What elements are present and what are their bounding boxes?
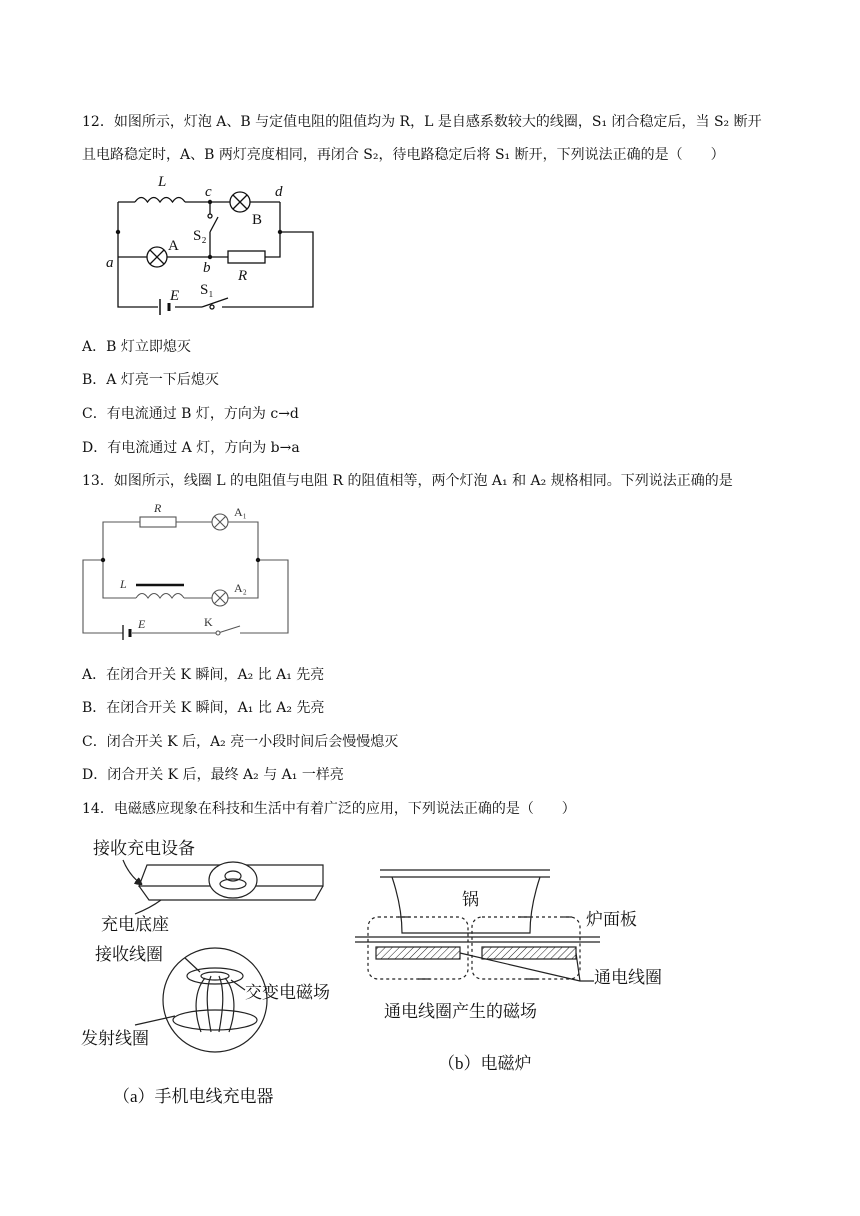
q14b-caption: （b）电磁炉 <box>438 1054 532 1073</box>
q14-figure-a-wireless-charger <box>75 830 345 1110</box>
q12-circuit-diagram <box>80 172 340 322</box>
q12-label-c: c <box>205 184 212 200</box>
q13-label-L: L <box>120 577 127 591</box>
q12-option-a[interactable]: A．B 灯立即熄灭 <box>82 339 191 355</box>
q13-label-A2: A₂ <box>234 581 247 595</box>
q12-label-S1: S₁ <box>200 282 214 298</box>
q14b-label-pot: 锅 <box>462 890 479 909</box>
q13-label-E: E <box>138 617 146 631</box>
q14a-label-receiver: 接收充电设备 <box>93 839 195 858</box>
q13-option-b[interactable]: B．在闭合开关 K 瞬间，A₁ 比 A₂ 先亮 <box>82 700 325 716</box>
q14a-caption: （a）手机电线充电器 <box>113 1087 274 1106</box>
q14b-label-field: 通电线圈产生的磁场 <box>384 1002 537 1021</box>
q14-figure-b-induction-cooker <box>350 855 680 1085</box>
q14b-label-panel: 炉面板 <box>586 910 637 929</box>
q12-label-a: a <box>106 255 114 271</box>
q13-circuit-diagram <box>78 500 298 640</box>
q13-text-line1: 13．如图所示，线圈 L 的电阻值与电阻 R 的阻值相等，两个灯泡 A₁ 和 A₂ 规格相同。下列说法正确的是 <box>82 473 733 489</box>
q12-label-E: E <box>170 288 180 304</box>
q12-label-L: L <box>158 174 167 190</box>
q13-option-a[interactable]: A．在闭合开关 K 瞬间，A₂ 比 A₁ 先亮 <box>82 667 325 683</box>
q13-label-K: K <box>204 615 213 629</box>
q14a-label-base: 充电底座 <box>101 915 169 934</box>
q13-label-R: R <box>154 501 162 515</box>
q14a-label-rx-coil: 接收线圈 <box>95 945 163 964</box>
q12-label-b: b <box>203 260 211 276</box>
q12-option-c[interactable]: C．有电流通过 B 灯，方向为 c→d <box>82 406 299 422</box>
q12-text-line2: 且电路稳定时，A、B 两灯亮度相同，再闭合 S₂，待电路稳定后将 S₁ 断开，下列说法正确的是（ ） <box>82 147 725 163</box>
q12-option-b[interactable]: B．A 灯亮一下后熄灭 <box>82 372 219 388</box>
q12-label-A: A <box>168 238 179 254</box>
q13-label-A1: A₁ <box>234 505 247 519</box>
q14a-label-ac-field: 交变电磁场 <box>245 983 330 1002</box>
q12-label-B: B <box>252 212 263 228</box>
q12-option-d[interactable]: D．有电流通过 A 灯，方向为 b→a <box>82 440 300 456</box>
q12-label-d: d <box>275 184 283 200</box>
q13-option-d[interactable]: D．闭合开关 K 后，最终 A₂ 与 A₁ 一样亮 <box>82 767 344 783</box>
q12-label-R: R <box>238 268 248 284</box>
q14-text-line1: 14．电磁感应现象在科技和生活中有着广泛的应用，下列说法正确的是（ ） <box>82 801 576 817</box>
q14a-label-tx-coil: 发射线圈 <box>81 1029 149 1048</box>
q13-option-c[interactable]: C．闭合开关 K 后，A₂ 亮一小段时间后会慢慢熄灭 <box>82 734 399 750</box>
q12-label-S2: S₂ <box>193 228 207 244</box>
q12-text-line1: 12．如图所示，灯泡 A、B 与定值电阻的阻值均为 R，L 是自感系数较大的线圈，S₁ 闭合稳定后，当 S₂ 断开 <box>82 114 762 130</box>
q14b-label-coil: 通电线圈 <box>594 968 662 987</box>
